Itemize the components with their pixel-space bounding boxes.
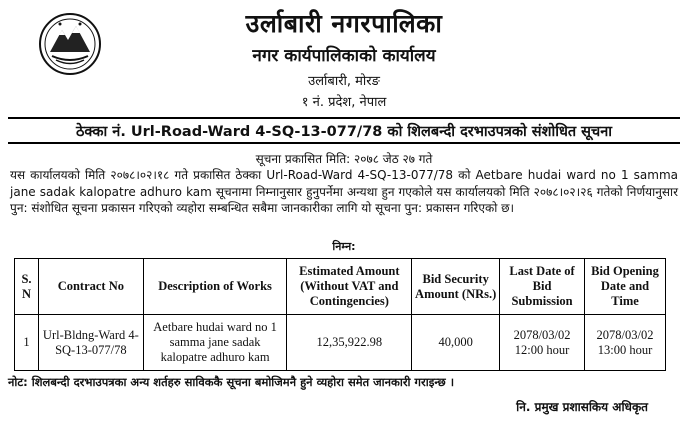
col-header-sn: S. N xyxy=(15,259,39,315)
cell-security: 40,000 xyxy=(412,315,500,371)
col-header-last-date: Last Date of Bid Submission xyxy=(500,259,585,315)
bid-table xyxy=(14,258,666,371)
table-row xyxy=(15,315,666,371)
cell-contract: Url-Bldng-Ward 4-SQ-13-077/78 xyxy=(38,315,143,371)
col-header-contract: Contract No xyxy=(38,259,143,315)
col-header-security: Bid Security Amount (NRs.) xyxy=(412,259,500,315)
address-line-1: उर्लाबारी, मोरङ xyxy=(308,74,380,89)
signatory: नि. प्रमुख प्रशासकिय अधिकृत xyxy=(516,400,648,414)
notice-body: यस कार्यालयको मिति २०७८।०२।१८ गते प्रकासित ठेक्का Url-Road-Ward 4-SQ-13-077/78 को Aetbare hudai ward no 1 samma jane sadak kalopatre adhuro kam सूचनामा निम्नानुसार हुनुपर्नेमा अन्यथा हुन गएकोले यस कार्यालयको मिति २०७८।०२।२६ गतेको निर्णयानुसार पुन: संशोधित सूचना प्रकासन गरिएको व्यहोरा सम्बन्धित सबैमा जानकारीका लागि यो सूचना पुन: प्रकासन गरिएको छ। xyxy=(10,168,678,215)
notice-title-text: ठेक्का नं. Url-Road-Ward 4-SQ-13-077/78 को शिलबन्दी दरभाउपत्रको संशोधित सूचना xyxy=(76,123,612,140)
note-text: नोट: शिलबन्दी दरभाउपत्रका अन्य शर्तहरु साविककै सूचना बमोजिमनै हुने व्यहोरा समेत जानकारी गराइन्छ । xyxy=(8,375,455,389)
col-header-opening: Bid Opening Date and Time xyxy=(585,259,666,315)
cell-opening: 2078/03/02 13:00 hour xyxy=(585,315,666,371)
publish-date: सूचना प्रकासित मिति: २०७८ जेठ २७ गते xyxy=(255,152,433,166)
schedule-label: निम्न: xyxy=(332,240,356,253)
office-name: नगर कार्यपालिकाको कार्यालय xyxy=(252,46,436,66)
cell-sn: 1 xyxy=(15,315,39,371)
cell-last-date: 2078/03/02 12:00 hour xyxy=(500,315,585,371)
org-name: उर्लाबारी नगरपालिका xyxy=(245,9,443,38)
address-line-2: १ नं. प्रदेश, नेपाल xyxy=(301,95,387,110)
col-header-description: Description of Works xyxy=(143,259,287,315)
notice-title xyxy=(8,117,680,144)
cell-amount: 12,35,922.98 xyxy=(287,315,412,371)
col-header-amount: Estimated Amount (Without VAT and Contingencies) xyxy=(287,259,412,315)
table-header-row xyxy=(15,259,666,315)
cell-description: Aetbare hudai ward no 1 samma jane sadak kalopatre adhuro kam xyxy=(143,315,287,371)
